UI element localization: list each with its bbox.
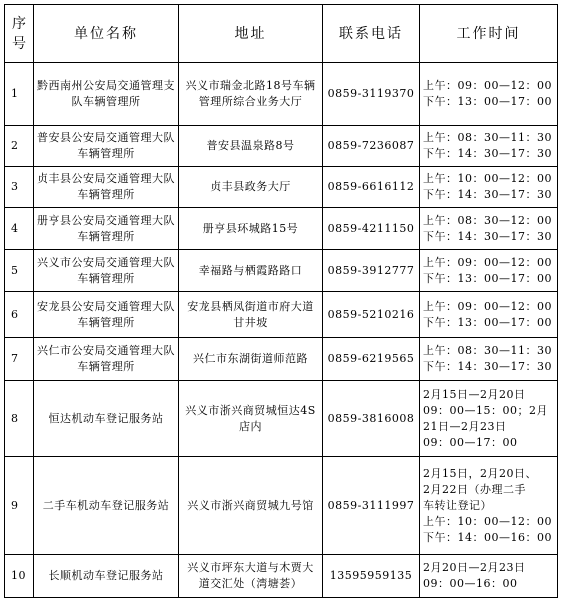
hours-line: 21日—2月23日 [423, 419, 507, 433]
hours-line: 上午：10：00—12：00 [423, 514, 552, 528]
hours-line: 上午：08：30—11：30 [423, 344, 552, 357]
hours-line: 上午：08：30—11：30 [423, 131, 552, 144]
row-hours [420, 292, 558, 338]
header-address: 地址 [179, 5, 323, 63]
row-address-text: 兴仁市东湖街道师范路 [193, 352, 308, 365]
hours-line: 09：00—17：00 [423, 435, 518, 449]
row-address-text: 册亨县环城路15号 [202, 221, 299, 235]
row-address [179, 63, 323, 126]
row-name [34, 63, 179, 126]
hours-line: 下午：14：00—16：00 [423, 530, 552, 544]
hours-line: 09：00—15：00；2月 [423, 403, 548, 417]
row-name-text: 长顺机动车登记服务站 [48, 569, 164, 582]
hours-line: 下午：14：30—17：30 [423, 147, 552, 160]
row-name-text: 兴仁市公安局交通管理大队车辆管理所 [37, 344, 175, 373]
row-name-text: 兴义市公安局交通管理大队车辆管理所 [37, 255, 175, 285]
row-name [34, 208, 179, 250]
row-seq: 9 [5, 457, 34, 555]
row-phone: 0859-7236087 [323, 126, 420, 167]
row-phone: 0859-5210216 [323, 292, 420, 338]
row-hours [420, 250, 558, 292]
hours-line: 上午：08：30—12：00 [423, 213, 552, 227]
row-name-text: 普安县公安局交通管理大队车辆管理所 [37, 131, 175, 160]
row-address [179, 457, 323, 555]
row-name [34, 457, 179, 555]
table-row [5, 63, 558, 126]
hours-line: 下午：14：30—17：30 [423, 360, 552, 373]
row-hours [420, 457, 558, 555]
table-row [5, 381, 558, 457]
hours-line: 2月22日（办理二手 [423, 482, 526, 496]
row-phone: 0859-3119370 [323, 63, 420, 126]
row-address-text: 兴义市瑞金北路18号车辆管理所综合业务大厅 [185, 79, 316, 108]
row-address [179, 167, 323, 208]
row-name-text: 安龙县公安局交通管理大队车辆管理所 [37, 299, 175, 329]
row-address [179, 338, 323, 381]
row-name [34, 126, 179, 167]
hours-line: 上午：09：00—12：00 [423, 299, 552, 313]
row-seq: 2 [5, 126, 34, 167]
row-hours [420, 63, 558, 126]
row-hours [420, 381, 558, 457]
office-table [4, 4, 558, 598]
row-hours [420, 555, 558, 598]
row-seq: 1 [5, 63, 34, 126]
row-seq: 4 [5, 208, 34, 250]
hours-line: 2月20日—2月23日 [423, 561, 526, 574]
row-seq: 6 [5, 292, 34, 338]
hours-line: 上午：09：00—12：00 [423, 79, 552, 92]
header-row [5, 5, 558, 63]
row-hours [420, 167, 558, 208]
row-seq: 3 [5, 167, 34, 208]
header-seq-label: 序号 [12, 15, 26, 52]
table-row [5, 457, 558, 555]
row-phone: 0859-4211150 [323, 208, 420, 250]
hours-line: 2月15日—2月20日 [423, 387, 526, 401]
hours-line: 09：00—16：00 [423, 577, 518, 590]
row-phone: 0859-3816008 [323, 381, 420, 457]
row-name [34, 381, 179, 457]
row-name-text: 恒达机动车登记服务站 [48, 411, 164, 425]
hours-line: 上午：10：00—12：00 [423, 172, 552, 185]
hours-line: 下午：14：30—17：30 [423, 188, 552, 201]
row-address-text: 幸福路与栖霞路路口 [198, 263, 303, 277]
row-address [179, 208, 323, 250]
row-address-text: 贞丰县政务大厅 [210, 180, 291, 193]
row-address [179, 555, 323, 598]
hours-line: 上午：09：00—12：00 [423, 255, 552, 269]
table-row [5, 555, 558, 598]
table-row [5, 167, 558, 208]
row-seq: 7 [5, 338, 34, 381]
row-hours [420, 338, 558, 381]
row-address-text: 兴义市浙兴商贸城九号馆 [187, 498, 314, 512]
row-address [179, 250, 323, 292]
header-seq [5, 5, 34, 63]
hours-line: 下午：13：00—17：00 [423, 271, 552, 285]
row-name [34, 250, 179, 292]
row-name-text: 册亨县公安局交通管理大队车辆管理所 [37, 213, 175, 243]
row-hours [420, 208, 558, 250]
row-seq: 8 [5, 381, 34, 457]
row-hours [420, 126, 558, 167]
row-seq: 5 [5, 250, 34, 292]
row-name [34, 555, 179, 598]
table-row [5, 126, 558, 167]
row-name-text: 黔西南州公安局交通管理支队车辆管理所 [37, 79, 175, 108]
row-address [179, 292, 323, 338]
hours-line: 2月15日，2月20日、 [423, 466, 537, 480]
row-address [179, 381, 323, 457]
hours-line: 车转让登记） [423, 498, 492, 512]
table-row [5, 250, 558, 292]
hours-line: 下午：13：00—17：00 [423, 95, 552, 108]
row-address-text: 普安县温泉路8号 [206, 139, 295, 152]
row-phone: 13595959135 [323, 555, 420, 598]
row-name [34, 338, 179, 381]
row-phone: 0859-6219565 [323, 338, 420, 381]
hours-line: 下午：14：30—17：30 [423, 229, 552, 243]
header-hours: 工作时间 [420, 5, 558, 63]
row-address-text: 安龙县栖凤街道市府大道甘井坡 [187, 299, 314, 329]
row-address-text: 兴义市坪东大道与木贾大道交汇处（湾塘荟） [187, 561, 314, 590]
row-address-text: 兴义市浙兴商贸城恒达4S店内 [185, 403, 316, 433]
table-row [5, 292, 558, 338]
row-phone: 0859-3912777 [323, 250, 420, 292]
header-name: 单位名称 [34, 5, 179, 63]
row-phone: 0859-3111997 [323, 457, 420, 555]
header-phone: 联系电话 [323, 5, 420, 63]
row-name [34, 167, 179, 208]
table-row [5, 208, 558, 250]
row-seq: 10 [5, 555, 34, 598]
row-phone: 0859-6616112 [323, 167, 420, 208]
hours-line: 下午：13：00—17：00 [423, 315, 552, 329]
table-row [5, 338, 558, 381]
row-name-text: 贞丰县公安局交通管理大队车辆管理所 [37, 172, 175, 201]
row-address [179, 126, 323, 167]
row-name-text: 二手车机动车登记服务站 [42, 498, 170, 512]
row-name [34, 292, 179, 338]
